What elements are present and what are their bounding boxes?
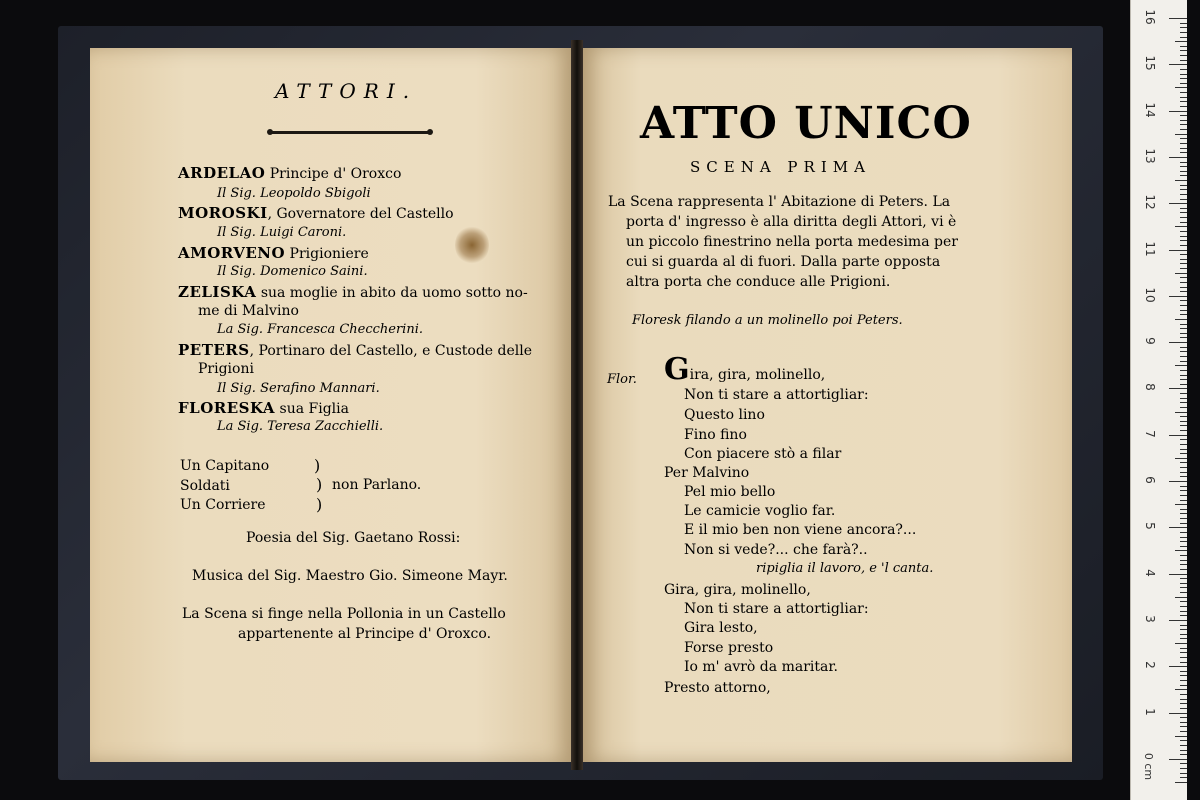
ruler-tick [1175,550,1187,551]
ruler-tick [1169,18,1187,19]
ruler-tick [1180,124,1187,125]
verse-line: Questo lino [684,407,765,423]
measurement-ruler [1130,0,1187,800]
ruler-tick [1180,78,1187,79]
role-name: MOROSKI [178,204,268,222]
ruler-tick [1180,421,1187,422]
ruler-tick [1180,402,1187,403]
role-desc: Prigioniere [289,246,369,262]
ruler-label: 6 [1143,476,1157,484]
ruler-tick [1175,736,1187,737]
ruler-tick [1180,236,1187,237]
ruler-tick [1175,365,1187,366]
ruler-tick [1169,759,1187,760]
verse-line: Per Malvino [664,465,750,481]
ruler-tick [1180,129,1187,130]
role-name: ARDELAO [178,164,266,182]
ruler-tick [1169,574,1187,575]
ruler-tick [1169,203,1187,204]
ruler-tick [1169,713,1187,714]
cast-line-3 [178,244,369,262]
ruler-tick [1180,222,1187,223]
ruler-tick [1175,41,1187,42]
verse-line: Fino fino [684,427,747,443]
ruler-label: 16 [1143,9,1157,25]
ruler-tick [1169,666,1187,667]
ruler-tick [1180,750,1187,751]
ruler-tick [1180,694,1187,695]
role-desc: Principe d' Oroxco [269,166,402,182]
ruler-tick [1180,699,1187,700]
ruler-unit: 0 cm [1142,752,1156,781]
ruler-tick [1180,328,1187,329]
ruler-tick [1180,717,1187,718]
ruler-tick [1180,166,1187,167]
ruler-tick [1175,226,1187,227]
ruler-tick [1180,143,1187,144]
ruler-tick [1180,300,1187,301]
ruler-tick [1169,111,1187,112]
ruler-label: 12 [1143,194,1157,210]
ruler-label: 1 [1143,707,1157,716]
ruler-label: 4 [1143,568,1157,577]
setting-line-2: appartenente al Principe d' Oroxco. [238,626,492,642]
ruler-tick [1169,527,1187,528]
ruler-tick [1180,208,1187,209]
ruler-tick [1180,347,1187,348]
ruler-tick [1180,282,1187,283]
cast-line-5 [178,341,532,359]
ruler-tick [1180,500,1187,501]
ruler-tick [1180,569,1187,570]
ruler-tick [1175,319,1187,320]
ruler-tick [1180,171,1187,172]
ruler-tick [1180,162,1187,163]
ruler-tick [1180,560,1187,561]
ruler-tick [1175,782,1187,783]
ruler-tick [1180,625,1187,626]
cast-line-4 [178,283,528,301]
ruler-label: 7 [1143,429,1157,438]
ruler-label: 13 [1143,148,1157,164]
ruler-tick [1180,83,1187,84]
ruler-tick [1180,537,1187,538]
non-parlano-note: non Parlano. [332,477,422,493]
actor-name: Il Sig. Leopoldo Sbigoli [217,186,371,201]
stage-direction: ripiglia il lavoro, e 'l canta. [756,561,934,576]
ruler-tick [1180,217,1187,218]
ruler-tick [1180,648,1187,649]
ruler-tick [1180,115,1187,116]
bracket: ) [316,495,323,514]
actor-name: La Sig. Teresa Zacchielli. [217,419,384,434]
ruler-tick [1180,27,1187,28]
ruler-label: 5 [1143,522,1157,531]
cast-line-2 [178,204,454,222]
verse-line: Gira lesto, [684,620,758,636]
ruler-tick [1180,671,1187,672]
non-speaking-3: Un Corriere [180,497,266,513]
ruler-tick [1180,50,1187,51]
role-desc-cont: Prigioni [198,361,254,377]
ruler-tick [1180,337,1187,338]
ruler-tick [1169,620,1187,621]
ruler-tick [1180,263,1187,264]
ruler-label: 10 [1143,287,1157,303]
first-verse [664,352,825,387]
ruler-tick [1180,351,1187,352]
verse-line: Gira, gira, molinello, [664,582,811,598]
ruler-tick [1180,513,1187,514]
ruler-label: 15 [1143,55,1157,71]
ruler-tick [1180,726,1187,727]
ruler-tick [1180,472,1187,473]
ruler-tick [1169,250,1187,251]
ruler-tick [1180,615,1187,616]
ruler-tick [1180,101,1187,102]
ruler-tick [1180,587,1187,588]
poesia-credit: Poesia del Sig. Gaetano Rossi: [246,530,461,546]
speaker-label: Flor. [607,372,637,387]
ruler-tick [1169,342,1187,343]
ruler-tick [1180,523,1187,524]
ruler-tick [1180,768,1187,769]
ruler-tick [1175,597,1187,598]
description-line: porta d' ingresso è alla diritta degli Attori, vi è [626,214,957,230]
description-line: un piccolo finestrino nella porta medesima per [626,234,958,250]
verse-line: Presto attorno, [664,680,771,696]
ruler-tick [1175,412,1187,413]
ruler-tick [1180,703,1187,704]
ruler-tick [1180,23,1187,24]
ruler-tick [1180,240,1187,241]
ruler-tick [1180,675,1187,676]
verse-line: Io m' avrò da maritar. [684,659,838,675]
ruler-label: 8 [1143,383,1157,392]
ruler-tick [1180,370,1187,371]
verse-line: Non si vede?... che farà?.. [684,542,868,558]
description-line: cui si guarda al di fuori. Dalla parte opposta [626,254,941,270]
ruler-tick [1180,97,1187,98]
ruler-tick [1175,689,1187,690]
role-desc: sua Figlia [279,401,349,417]
ruler-tick [1180,740,1187,741]
actor-name: Il Sig. Luigi Caroni. [217,225,347,240]
ruler-tick [1180,314,1187,315]
ruler-tick [1180,120,1187,121]
cast-line-1 [178,164,401,182]
ruler-tick [1180,46,1187,47]
ruler-tick [1180,259,1187,260]
ruler-tick [1180,245,1187,246]
verse-line: Pel mio bello [684,484,776,500]
ruler-tick [1180,532,1187,533]
ruler-tick [1180,185,1187,186]
description-line: altra porta che conduce alle Prigioni. [626,274,891,290]
ruler-tick [1180,287,1187,288]
ruler-tick [1180,731,1187,732]
ruler-tick [1180,611,1187,612]
ruler-tick [1180,37,1187,38]
ruler-tick [1180,462,1187,463]
ruler-tick [1180,254,1187,255]
ruler-tick [1180,138,1187,139]
ruler-label: 11 [1143,240,1157,257]
ruler-tick [1180,652,1187,653]
scene-subtitle: SCENA PRIMA [690,158,871,176]
verse-line: Con piacere stò a filar [684,446,842,462]
role-desc: , Governatore del Castello [267,206,454,222]
ruler-tick [1180,754,1187,755]
ruler-tick [1180,745,1187,746]
actor-name: La Sig. Francesca Checcherini. [217,322,424,337]
ruler-tick [1180,495,1187,496]
ruler-tick [1180,398,1187,399]
ruler-tick [1180,444,1187,445]
ruler-label: 3 [1143,615,1157,623]
ruler-tick [1180,416,1187,417]
musica-credit: Musica del Sig. Maestro Gio. Simeone Mayr. [192,568,508,584]
ruler-tick [1175,504,1187,505]
ruler-tick [1180,634,1187,635]
ruler-tick [1180,379,1187,380]
ruler-tick [1180,606,1187,607]
ruler-tick [1180,583,1187,584]
ornamental-rule [270,131,430,134]
ruler-tick [1180,199,1187,200]
role-desc: sua moglie in abito da uomo sotto no- [260,285,528,301]
ruler-tick [1180,375,1187,376]
role-desc: , Portinaro del Castello, e Custode delle [249,343,533,359]
verse-line: Forse presto [684,640,774,656]
actor-name: Il Sig. Serafino Mannari. [217,381,380,396]
ruler-tick [1180,722,1187,723]
bracket: ) [314,456,321,475]
ruler-tick [1180,578,1187,579]
ruler-tick [1180,92,1187,93]
verse-line: Le camicie voglio far. [684,503,836,519]
ruler-tick [1169,435,1187,436]
ruler-tick [1180,152,1187,153]
verse-line: Non ti stare a attortigliar: [684,601,869,617]
ruler-tick [1180,305,1187,306]
ruler-tick [1180,564,1187,565]
ruler-tick [1180,425,1187,426]
ruler-tick [1180,189,1187,190]
ruler-tick [1180,509,1187,510]
actor-name: Il Sig. Domenico Saini. [217,264,368,279]
role-name: AMORVENO [178,244,286,262]
ruler-tick [1180,763,1187,764]
ruler-tick [1180,486,1187,487]
ruler-tick [1180,439,1187,440]
ruler-tick [1180,277,1187,278]
ruler-tick [1180,708,1187,709]
ruler-tick [1180,60,1187,61]
ruler-tick [1180,680,1187,681]
ruler-tick [1180,541,1187,542]
ruler-tick [1180,231,1187,232]
ruler-tick [1180,384,1187,385]
ruler-tick [1180,777,1187,778]
role-name: PETERS [178,341,250,359]
ruler-tick [1180,546,1187,547]
bracket: ) [316,475,323,494]
ruler-tick [1180,773,1187,774]
ruler-tick [1180,407,1187,408]
ruler-tick [1180,74,1187,75]
foxing-stain [455,225,489,265]
right-page [582,48,1072,762]
attori-title: ATTORI. [275,79,418,103]
ruler-tick [1180,175,1187,176]
ruler-tick [1169,388,1187,389]
drop-cap: G [664,352,690,387]
ruler-tick [1180,69,1187,70]
ruler-tick [1180,291,1187,292]
role-desc-cont: me di Malvino [198,303,299,319]
ruler-tick [1180,106,1187,107]
ruler-tick [1180,393,1187,394]
ruler-label: 9 [1143,337,1157,345]
ruler-tick [1180,32,1187,33]
act-title: ATTO UNICO [640,98,972,149]
ruler-tick [1180,333,1187,334]
ruler-tick [1175,134,1187,135]
ruler-label: 2 [1143,661,1157,669]
ruler-tick [1180,449,1187,450]
ruler-tick [1180,148,1187,149]
ruler-tick [1180,555,1187,556]
ruler-tick [1175,180,1187,181]
ruler-tick [1180,430,1187,431]
ruler-tick [1180,490,1187,491]
ruler-tick [1180,212,1187,213]
ruler-tick [1180,638,1187,639]
ruler-tick [1180,361,1187,362]
ruler-label: 14 [1143,101,1157,118]
setting-line-1: La Scena si finge nella Pollonia in un Castello [182,606,506,622]
ruler-tick [1175,87,1187,88]
description-line: La Scena rappresenta l' Abitazione di Peters. La [608,194,951,210]
ruler-tick [1180,324,1187,325]
ruler-tick [1180,601,1187,602]
role-name: ZELISKA [178,283,257,301]
verse-line: E il mio ben non viene ancora?... [684,522,917,538]
ruler-tick [1180,194,1187,195]
ruler-tick [1180,356,1187,357]
ruler-tick [1175,273,1187,274]
ruler-tick [1169,157,1187,158]
ruler-tick [1180,55,1187,56]
ruler-tick [1175,643,1187,644]
stage-direction: Floresk filando a un molinello poi Peters. [632,313,903,328]
ruler-tick [1180,657,1187,658]
non-speaking-2: Soldati [180,478,230,494]
ruler-tick [1180,629,1187,630]
ruler-tick [1180,592,1187,593]
ruler-tick [1180,685,1187,686]
ruler-tick [1169,481,1187,482]
role-name: FLORESKA [178,399,276,417]
ruler-tick [1175,458,1187,459]
ruler-tick [1180,662,1187,663]
ruler-tick [1180,310,1187,311]
ruler-tick [1180,453,1187,454]
ruler-tick [1180,467,1187,468]
book-gutter [571,40,583,770]
ruler-tick [1180,476,1187,477]
ruler-tick [1180,268,1187,269]
cast-line-6 [178,399,349,417]
verse-text: ira, gira, molinello, [689,367,826,383]
verse-line: Non ti stare a attortigliar: [684,387,869,403]
ruler-tick [1180,518,1187,519]
ruler-tick [1169,296,1187,297]
ruler-tick [1169,64,1187,65]
non-speaking-1: Un Capitano [180,458,270,474]
